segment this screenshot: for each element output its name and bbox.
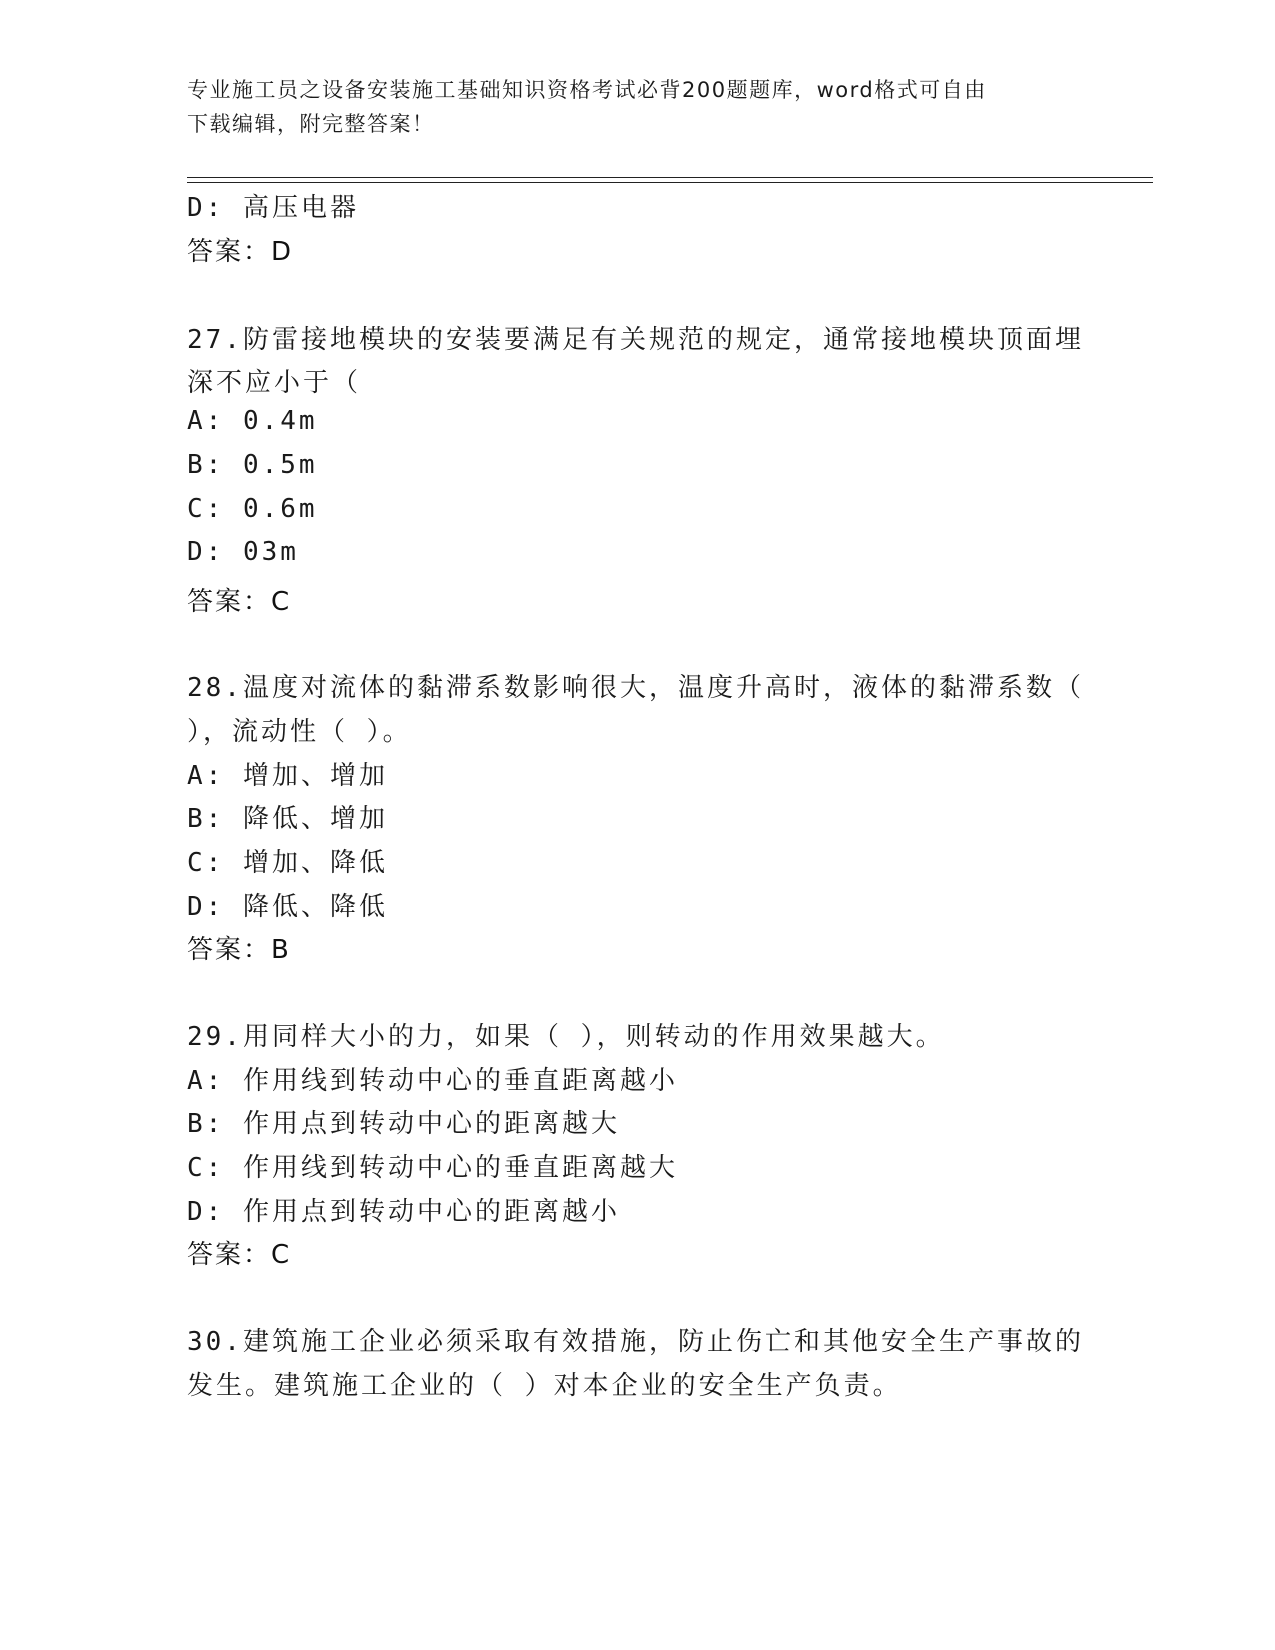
q29-option-c: C: 作用线到转动中心的垂直距离越大: [187, 1153, 678, 1183]
prev-answer: 答案：D: [187, 237, 294, 267]
header-divider-top: [187, 177, 1153, 178]
q28-option-c: C: 增加、降低: [187, 848, 388, 878]
q28-option-b: B: 降低、增加: [187, 804, 388, 834]
q27-option-b: B: 0.5m: [187, 450, 318, 480]
header-line-1: 专业施工员之设备安装施工基础知识资格考试必背200题题库，word格式可自由: [187, 78, 987, 102]
q29-option-b: B: 作用点到转动中心的距离越大: [187, 1109, 620, 1139]
q30-stem-line-2: 发生。建筑施工企业的（ ）对本企业的安全生产负责。: [187, 1371, 902, 1401]
document-header: [187, 73, 1067, 141]
q27-option-c: C: 0.6m: [187, 494, 318, 524]
q27-answer: 答案：C: [187, 587, 292, 617]
q28-stem-line-2: ），流动性（ ）。: [187, 717, 412, 747]
q29-option-d: D: 作用点到转动中心的距离越小: [187, 1197, 620, 1227]
q29-option-a: A: 作用线到转动中心的垂直距离越小: [187, 1066, 678, 1096]
q29-answer: 答案：C: [187, 1240, 292, 1270]
q30-stem-line-1: 30.建筑施工企业必须采取有效措施，防止伤亡和其他安全生产事故的: [187, 1327, 1084, 1357]
q28-option-a: A: 增加、增加: [187, 761, 388, 791]
q27-option-a: A: 0.4m: [187, 406, 318, 436]
header-divider-bottom: [187, 182, 1153, 183]
q27-stem-line-1: 27.防雷接地模块的安装要满足有关规范的规定，通常接地模块顶面埋: [187, 325, 1084, 355]
q28-option-d: D: 降低、降低: [187, 892, 388, 922]
q27-option-d: D: 03m: [187, 537, 299, 567]
header-line-2: 下载编辑，附完整答案！: [187, 112, 435, 136]
q27-stem-line-2: 深不应小于（: [187, 368, 362, 398]
q29-stem-line-1: 29.用同样大小的力，如果（ ），则转动的作用效果越大。: [187, 1022, 945, 1052]
prev-option-d: D: 高压电器: [187, 193, 359, 223]
q28-answer: 答案：B: [187, 935, 291, 965]
q28-stem-line-1: 28.温度对流体的黏滞系数影响很大，温度升高时，液体的黏滞系数（: [187, 673, 1084, 703]
